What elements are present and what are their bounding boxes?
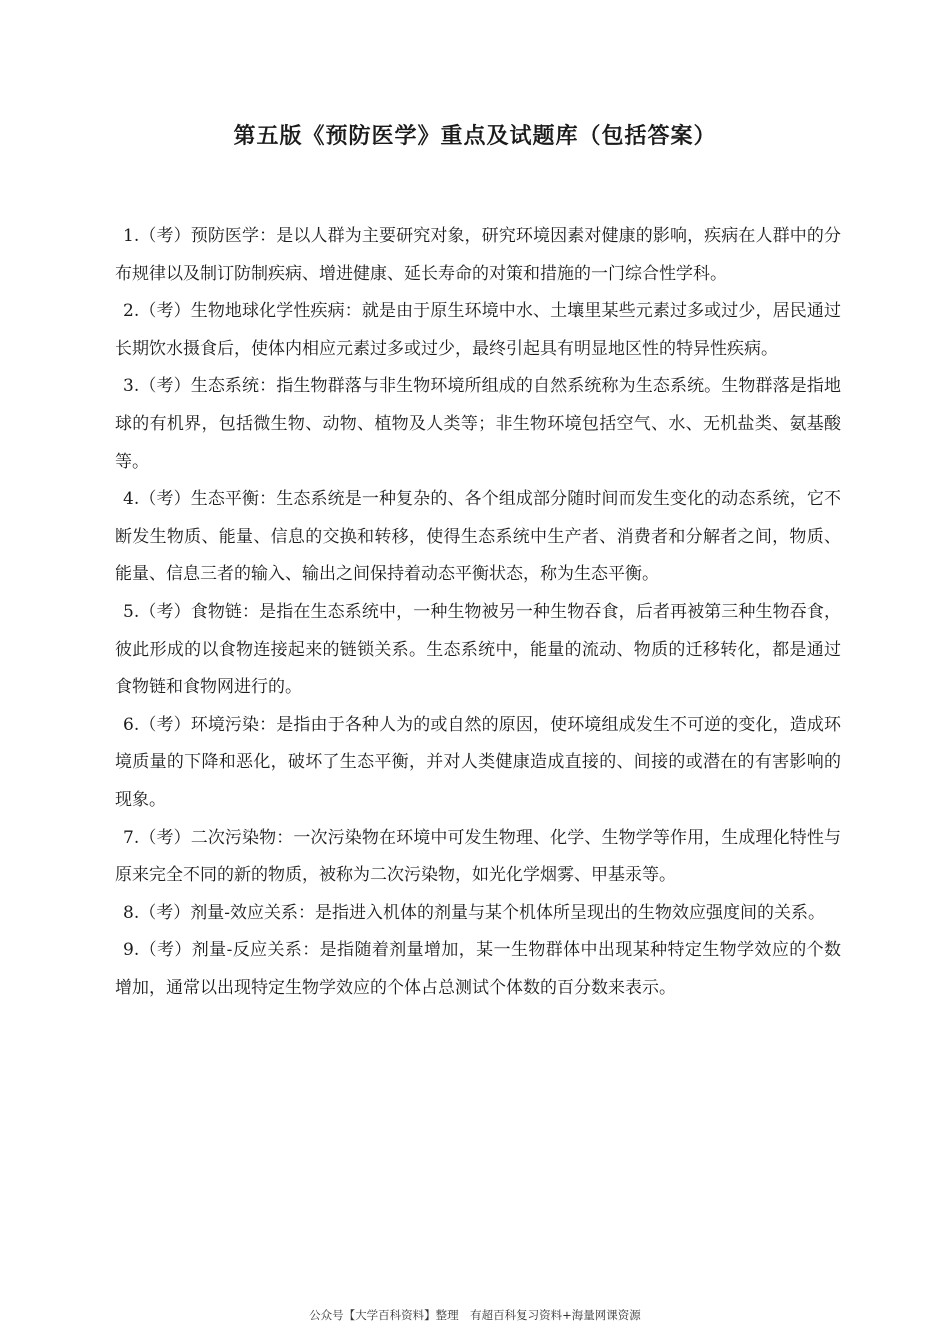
list-item xyxy=(115,594,841,707)
entry-number: 4. xyxy=(123,489,140,510)
entry-text: （考）食物链：是指在生态系统中，一种生物被另一种生物吞食，后者再被第三种生物吞食，彼此形成的以食物连接起来的链锁关系。生态系统中，能量的流动、物质的迁移转化，都是通过食物链和食物网进行的。 xyxy=(115,601,841,698)
entry-text: （考）环境污染：是指由于各种人为的或自然的原因，使环境组成发生不可逆的变化，造成环境质量的下降和恶化，破坏了生态平衡，并对人类健康造成直接的、间接的或潜在的有害影响的现象。 xyxy=(115,714,841,810)
entry-text: （考）生物地球化学性疾病：就是由于原生环境中水、土壤里某些元素过多或过少，居民通过长期饮水摄食后，使体内相应元素过多或过少，最终引起具有明显地区性的特异性疾病。 xyxy=(115,301,841,359)
list-item xyxy=(115,218,841,293)
entry-list xyxy=(115,218,841,1007)
list-item xyxy=(115,707,841,820)
entry-number: 6. xyxy=(123,714,140,735)
entry-text: （考）剂量-反应关系：是指随着剂量增加，某一生物群体中出现某种特定生物学效应的个数增加，通常以出现特定生物学效应的个体占总测试个体数的百分数来表示。 xyxy=(115,940,841,998)
entry-number: 2. xyxy=(123,301,140,322)
entry-text: （考）二次污染物：一次污染物在环境中可发生物理、化学、生物学等作用，生成理化特性与原来完全不同的新的物质，被称为二次污染物，如光化学烟雾、甲基汞等。 xyxy=(115,827,841,886)
entry-text: （考）剂量-效应关系：是指进入机体的剂量与某个机体所呈现出的生物效应强度间的关系。 xyxy=(139,902,825,923)
entry-text: （考）生态平衡：生态系统是一种复杂的、各个组成部分随时间而发生变化的动态系统，它不断发生物质、能量、信息的交换和转移，使得生态系统中生产者、消费者和分解者之间，物质、能量、信息三者的输入、输出之间保持着动态平衡状态，称为生态平衡。 xyxy=(115,489,841,585)
list-item xyxy=(115,481,841,594)
list-item xyxy=(115,820,841,895)
entry-text: （考）预防医学：是以人群为主要研究对象，研究环境因素对健康的影响，疾病在人群中的分布规律以及制订防制疾病、增进健康、延长寿命的对策和措施的一门综合性学科。 xyxy=(115,226,841,284)
entry-number: 8. xyxy=(123,902,140,923)
entry-number: 9. xyxy=(123,940,140,961)
document-title: 第五版《预防医学》重点及试题库（包括答案） xyxy=(233,123,717,149)
entry-number: 3. xyxy=(123,376,140,397)
list-item xyxy=(115,932,841,1007)
entry-number: 7. xyxy=(123,827,140,848)
page-footer: 公众号【大学百科资料】整理 有超百科复习资料+海量网课资源 xyxy=(309,1308,641,1322)
entry-number: 5. xyxy=(123,601,140,622)
list-item xyxy=(115,895,841,933)
entry-text: （考）生态系统：指生物群落与非生物环境所组成的自然系统称为生态系统。生物群落是指地球的有机界，包括微生物、动物、植物及人类等；非生物环境包括空气、水、无机盐类、氨基酸等。 xyxy=(115,376,841,472)
entry-number: 1. xyxy=(123,226,140,246)
list-item xyxy=(115,368,841,481)
list-item xyxy=(115,293,841,368)
